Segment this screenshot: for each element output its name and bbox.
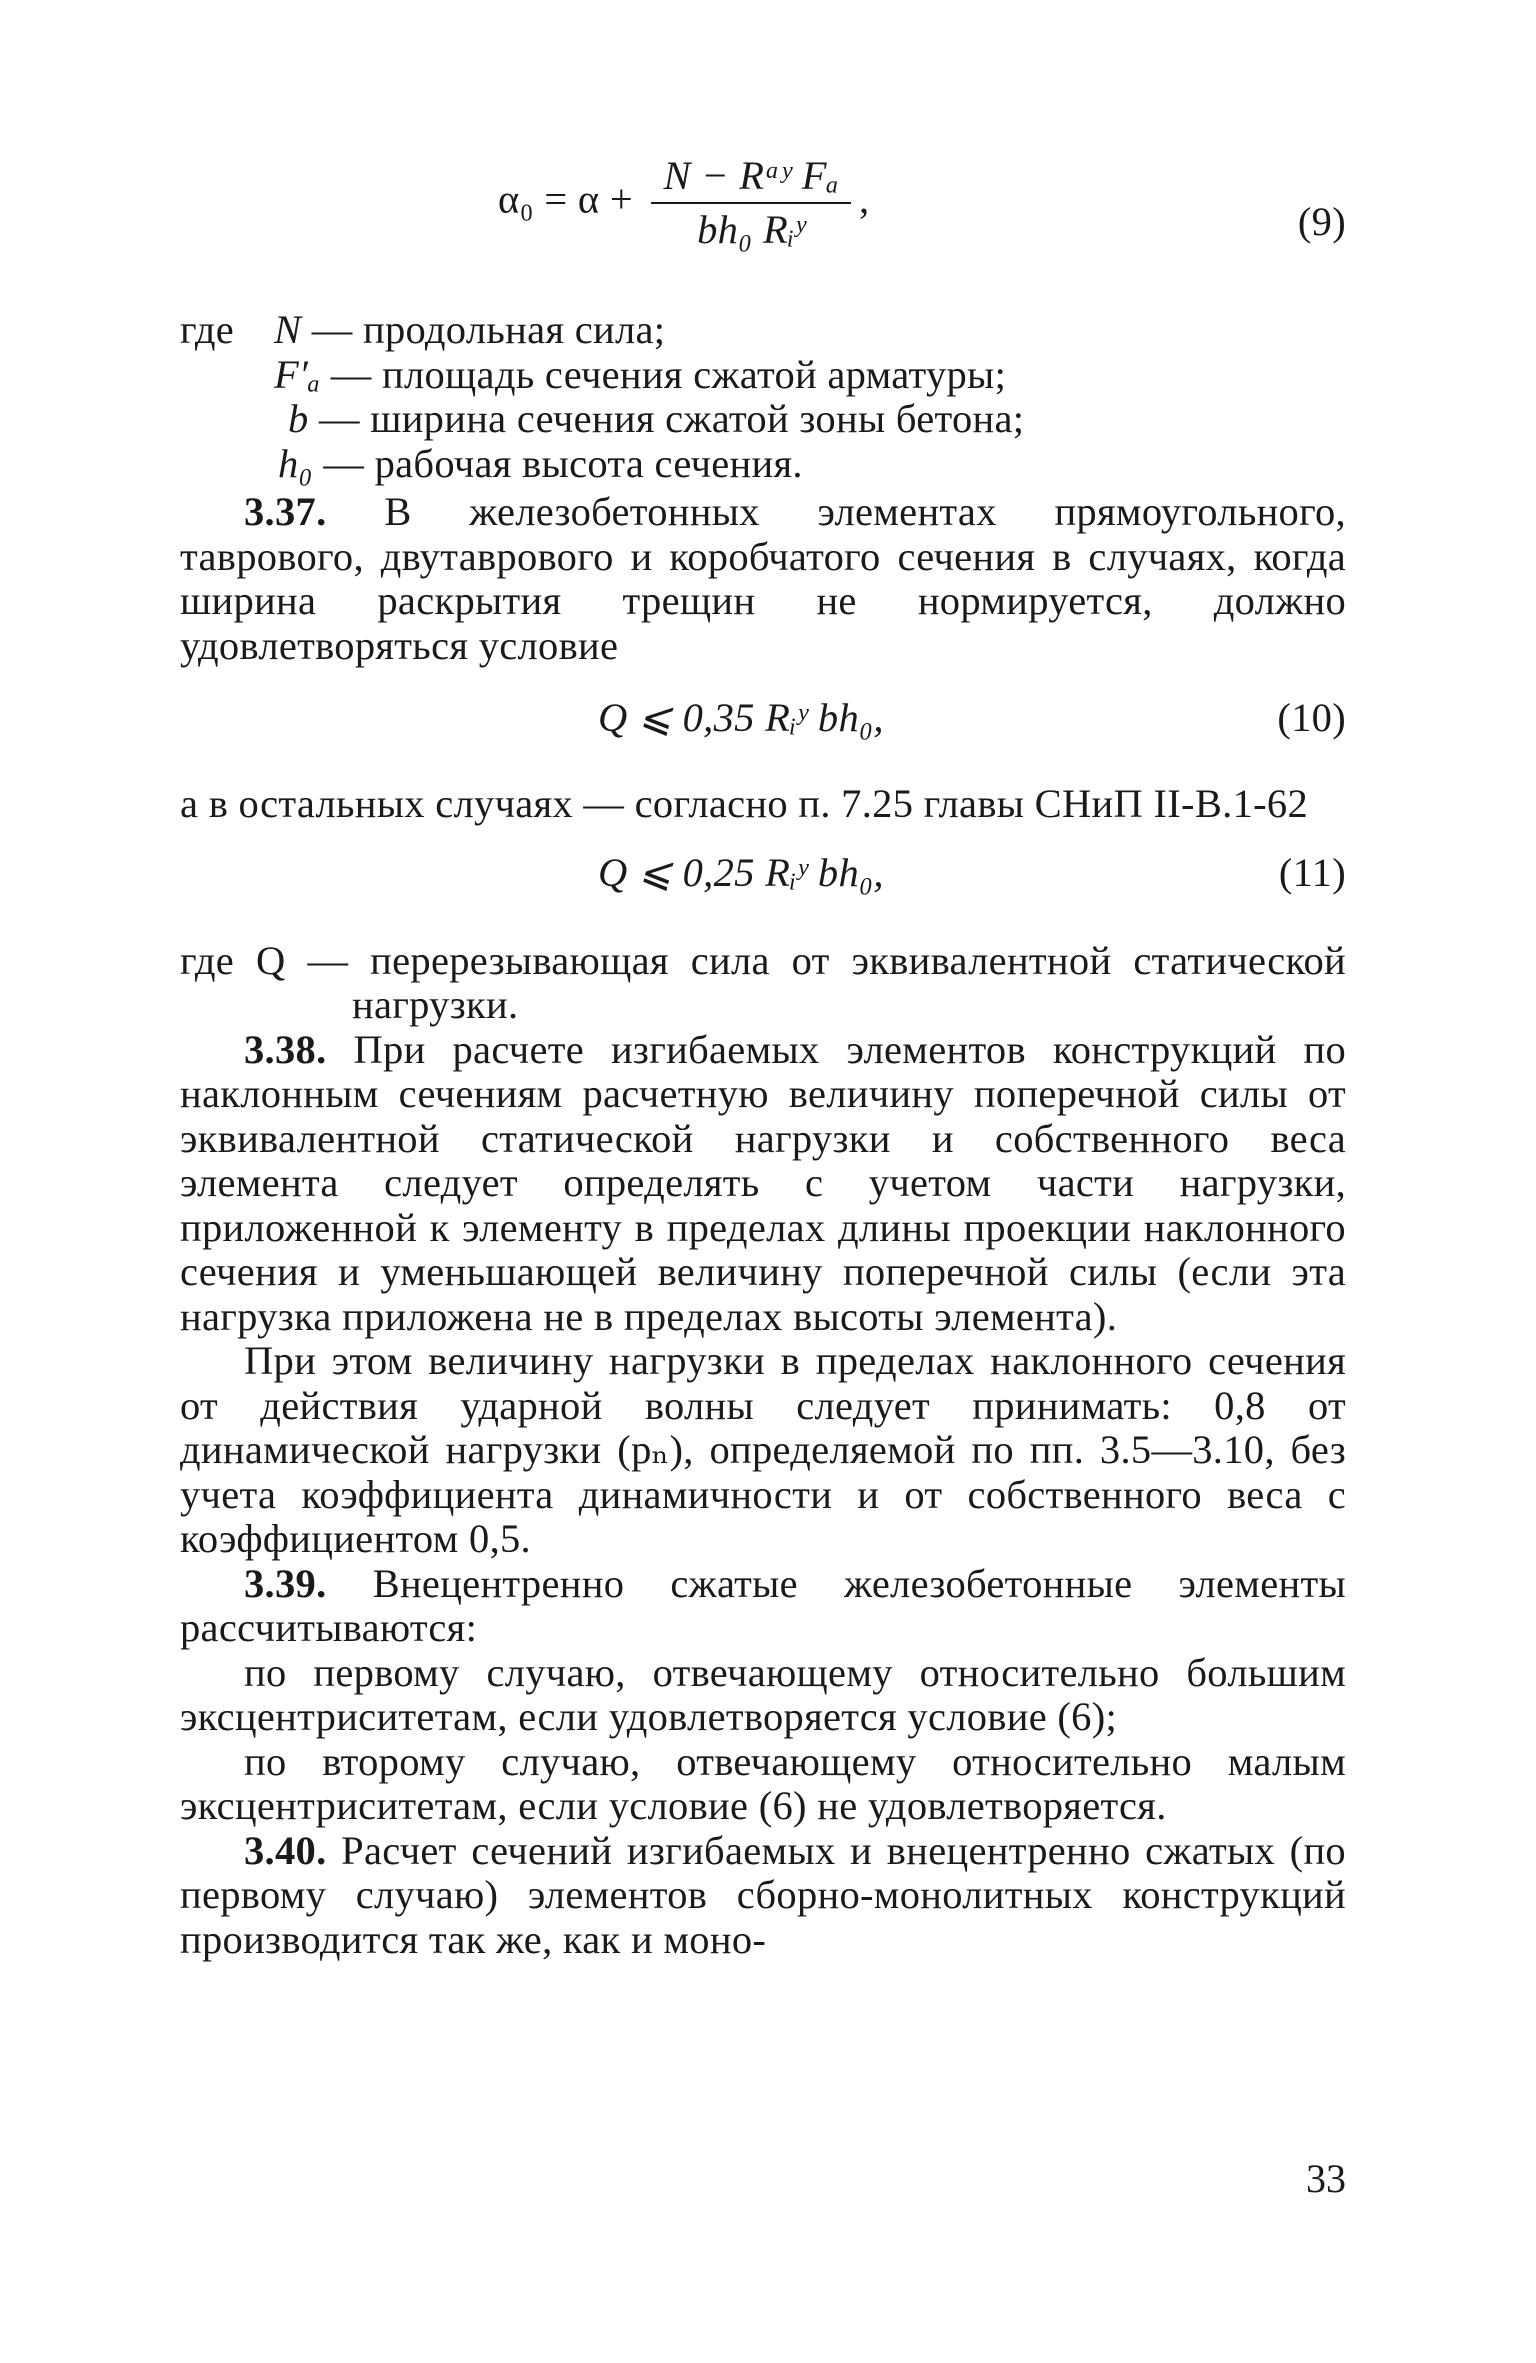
formula-9-fraction	[651, 152, 851, 254]
formula-9-body	[498, 152, 869, 254]
formula-9-number: (9)	[1297, 199, 1346, 244]
formula-9-numerator: N − Rᵃʸ Fₐ	[663, 153, 839, 198]
where-symbol: N	[274, 307, 302, 352]
paragraph-3-38	[180, 1028, 1346, 1340]
where-symbol: h₀	[278, 440, 313, 486]
formula-9-lhs: α₀ = α +	[498, 176, 634, 222]
paragraph-3-38-continued: При этом величину нагрузки в пределах наклонного сечения от действия ударной волны следует принимать: 0,8 от динамической нагрузки (pₙ), определяемой по пп. 3.5—3.10, без учета коэффициента динамичности и от собственного веса с коэффициентом 0,5.	[180, 1338, 1346, 1561]
section-number: 3.39.	[244, 1560, 327, 1606]
section-number: 3.40.	[244, 1827, 327, 1873]
paragraph-text: В железобетонных элементах прямоугольного, таврового, двутаврового и коробчатого сечения в случаях, когда ширина раскрытия трещин не нормируется, должно удовлетворяться условие	[180, 489, 1346, 668]
where-item-b	[274, 397, 1346, 442]
where-definition: — площадь сечения сжатой арматуры;	[330, 351, 1007, 397]
where-item-n	[274, 308, 1346, 353]
where-lead: где	[180, 307, 235, 352]
section-number: 3.37.	[244, 489, 327, 534]
paragraph-3-39-case-2: по второму случаю, отвечающему относительно малым эксцентриситетам, если условие (6) не удовлетворяется.	[180, 1738, 1346, 1828]
where-symbol: F′ₐ	[274, 351, 321, 397]
page-number: 33	[1306, 2156, 1346, 2201]
where-block	[180, 308, 1346, 486]
formula-11-expr: Q ⩽ 0,25 Rᵢʸ bh₀,	[598, 849, 884, 895]
formula-11-number: (11)	[1278, 849, 1346, 895]
formula-10	[180, 682, 1346, 770]
where-symbol: b	[288, 396, 309, 441]
where-definition: — ширина сечения сжатой зоны бетона;	[319, 396, 1025, 441]
paragraph-3-39-case-1: по первому случаю, отвечающему относительно большим эксцентриситетам, если удовлетворяется условие (6);	[180, 1649, 1346, 1739]
formula-11	[180, 837, 1346, 925]
formula-10-expr: Q ⩽ 0,35 Rᵢʸ bh₀,	[598, 695, 884, 740]
formula-9	[180, 152, 1346, 302]
formula-10-number: (10)	[1277, 695, 1346, 740]
paragraph-3-37	[180, 490, 1346, 668]
paragraph-text: Внецентренно сжатые железобетонные элементы рассчитываются:	[180, 1560, 1346, 1650]
where-items	[274, 308, 1346, 486]
paragraph-text: При расчете изгибаемых элементов конструкций по наклонным сечениям расчетную величину поперечной силы от эквивалентной статической нагрузки и собственного веса элемента следует определять с учетом части нагрузки, приложенной к элементу в пределах длины проекции наклонного сечения и уменьшающей величину поперечной силы (если эта нагрузка приложена не в пределах высоты элемента).	[180, 1026, 1346, 1339]
where-definition: — продольная сила;	[311, 307, 666, 352]
paragraph-3-39	[180, 1562, 1346, 1651]
text-column	[180, 152, 1346, 1962]
paragraph-3-40	[180, 1829, 1346, 1963]
paragraph-where-q: где Q — перерезывающая сила от эквивалентной статической нагрузки.	[180, 937, 1346, 1027]
section-number: 3.38.	[244, 1026, 327, 1072]
formula-9-denominator: bh₀ Rᵢʸ	[697, 207, 806, 252]
paragraph-text: Расчет сечений изгибаемых и внецентренно сжатых (по первому случаю) элементов сборно-монолитных конструкций производится так же, как и моно-	[180, 1827, 1346, 1962]
where-item-fa	[274, 353, 1346, 398]
where-definition: — рабочая высота сечения.	[323, 440, 803, 486]
where-item-h0	[274, 442, 1346, 487]
paragraph-between: а в остальных случаях — согласно п. 7.25 главы СНиП II-В.1-62	[180, 781, 1309, 826]
formula-9-trailing: ,	[858, 176, 870, 222]
